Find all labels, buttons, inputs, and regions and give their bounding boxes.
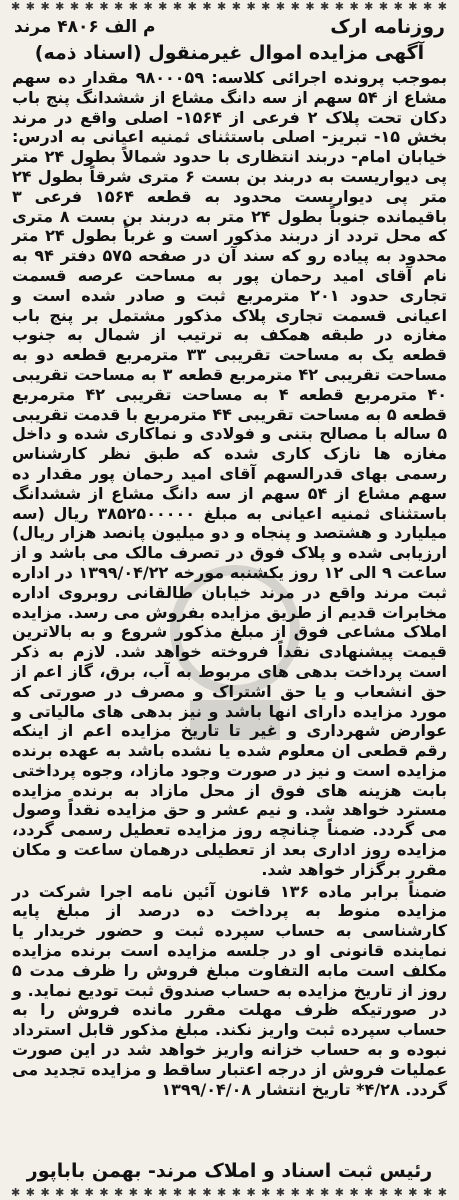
auction-title: آگهی مزایده اموال غیرمنقول (اسناد ذمه) [34, 42, 425, 64]
auction-body [12, 68, 447, 1099]
newspaper-name: روزنامه ارک [330, 16, 445, 38]
top-star-border: ✱ ✱ ✱ ✱ ✱ ✱ ✱ ✱ ✱ ✱ ✱ ✱ ✱ ✱ ✱ ✱ ✱ ✱ ✱ ✱ ✱ ✱ ✱ ✱ ✱ ✱ ✱ ✱ ✱ ✱ [11, 0, 448, 13]
ad-header [14, 14, 445, 40]
body-paragraph-terms: ضمناً برابر ماده ۱۳۶ قانون آئین نامه اجرا شرکت در مزایده منوط به پرداخت ده درصد از مبلغ پایه کارشناسی به حساب سپرده ثبت و حضور خریدار یا نماینده قانونی او در جلسه مزایده است برنده مزایده مکلف است مابه التفاوت مبلغ فروش را ظرف مدت ۵ روز از تاریخ مزایده به حساب صندوق ثبت تودیع نماید. و در صورتیکه ظرف مهلت مقرر مانده فروش را به حساب سپرده ثبت واریز نکند. مبلغ مذکور قابل استرداد نبوده و به حساب خزانه واریز خواهد شد در این صورت عملیات فروش از درجه اعتبار ساقط و مزایده تجدید می گردد. ۴/۲۸* تاریخ انتشار ۱۳۹۹/۰۴/۰۸ [12, 881, 448, 1099]
signature-line: رئیس ثبت اسناد و املاک مرند- بهمن باباپور [26, 1160, 433, 1182]
bottom-star-border: ✱ ✱ ✱ ✱ ✱ ✱ ✱ ✱ ✱ ✱ ✱ ✱ ✱ ✱ ✱ ✱ ✱ ✱ ✱ ✱ ✱ ✱ ✱ ✱ ✱ ✱ ✱ ✱ ✱ ✱ [11, 1186, 448, 1199]
body-paragraph-main: بموجب پرونده اجرائی کلاسه: ۹۸۰۰۰۵۹ مقدار ده سهم مشاع از ۵۴ سهم از سه دانگ مشاع از ششدانگ پنج باب دکان تحت پلاک ۲ فرعی از ۱۵۶۴- اصلی واقع در مرند بخش ۱۵- تبریز- اصلی باستثنای ثمنیه اعیانی به ادرس: خیابان امام- دربند انتظاری با حدود شمالاً بطول ۲۴ متر پی دیواریست به دربند بن بست ۶ متری شرقاً بطول ۲۴ متر پی دیواریست محدود به قطعه ۱۵۶۴ فرعی ۳ باقیمانده جنوباً بطول ۲۴ متر به دربند بن بست ۸ متری که محل تردد از دربند مذکور است و غرباً بطول ۲۴ متر محدود به پیاده رو که سند آن در صفحه ۵۷۵ دفتر ۹۴ به نام آقای امید رحمان پور به مساحت عرصه قسمت تجاری حدود ۲۰۱ مترمربع ثبت و صادر شده است و اعیانی قسمت تجاری پلاک مذکور مشتمل بر پنج باب مغازه در طبقه همکف به ترتیب از شمال به جنوب قطعه یک به مساحت تقریبی ۳۳ مترمربع قطعه دو به مساحت تقریبی ۴۲ مترمربع قطعه ۳ به مساحت تقریبی ۴۰ مترمربع قطعه ۴ به مساحت تقریبی ۴۲ مترمربع قطعه ۵ به مساحت تقریبی ۴۴ مترمربع با قدمت تقریبی ۵ ساله با مصالح بتنی و فولادی و نماکاری شده و داخل مغازه ها نازک کاری شده که طبق نظر کارشناس رسمی بهای قدرالسهم آقای امید رحمان پور مقدار ده سهم مشاع از ۵۴ سهم از سه دانگ مشاع از ششدانگ باستثنای ثمنیه اعیانی به مبلغ ۳۸۵۲۵۰۰۰۰۰ ریال (سه میلیارد و هشتصد و پنجاه و دو میلیون پانصد هزار ریال) ارزیابی شده و پلاک فوق در تصرف مالک می باشد و از ساعت ۹ الی ۱۲ روز یکشنبه مورخه ۱۳۹۹/۰۴/۲۲ در اداره ثبت مرند واقع در مرند خیابان طالقانی روبروی اداره مخابرات قدیم از طریق مزایده بفروش می رسد. مزایده املاک مشاعی فوق از مبلغ مذکور شروع و به بالاترین قیمت پیشنهادی نقداً فروخته خواهد شد. لازم به ذکر است پرداخت بدهی های مربوط به آب، برق، گاز اعم از حق انشعاب و یا حق اشتراک و مصرف در صورتی که مورد مزایده دارای انها باشد و نیز بدهی های مالیاتی و عوارض شهرداری و غیر تا تاریخ مزایده اعم از اینکه رقم قطعی ان معلوم شده یا نشده باشد به عهده برنده مزایده است و نیز در صورت وجود مازاد، وجوه پرداختی بابت هزینه های فوق از محل مازاد به برنده مزایده مسترد خواهد شد. و نیم عشر و حق مزایده نقداً وصول می گردد. ضمناً چنانچه روز مزایده تعطیل رسمی گردد، مزایده روز اداری بعد از تعطیلی درهمان ساعت و مکان مقرر برگزار خواهد شد. [12, 68, 448, 879]
ad-reference-code: م الف ۴۸۰۶ مرند [14, 17, 156, 37]
